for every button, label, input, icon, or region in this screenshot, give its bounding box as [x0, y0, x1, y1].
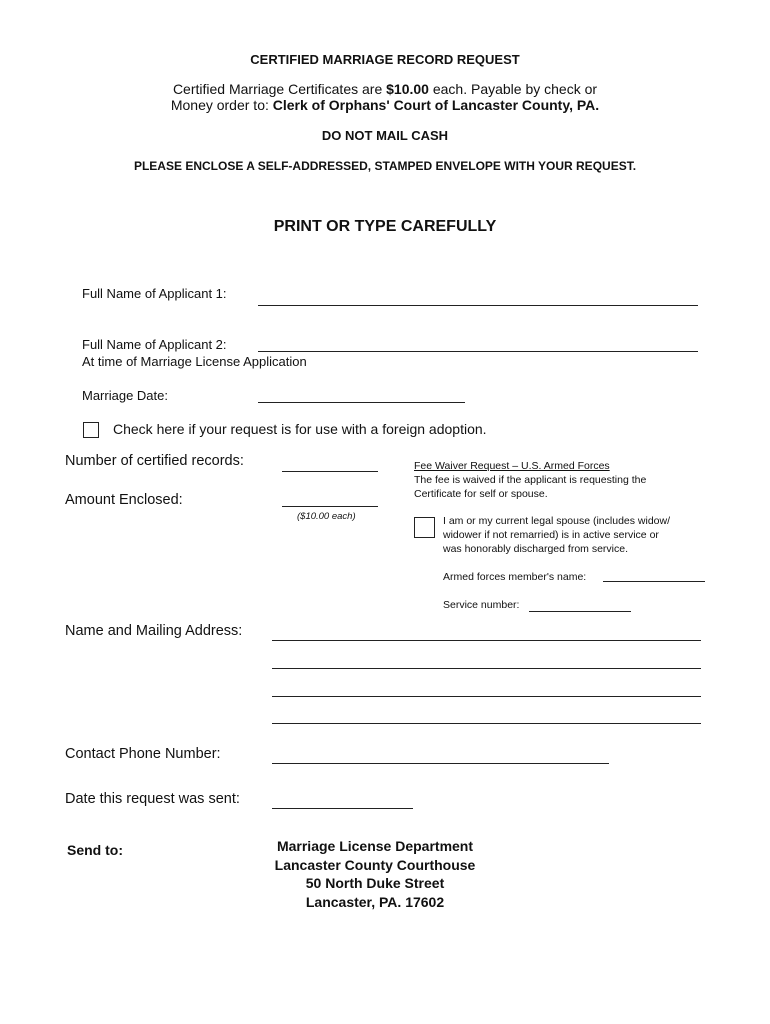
applicant1-field[interactable] [258, 305, 698, 306]
applicant1-label: Full Name of Applicant 1: [82, 286, 227, 301]
address-line-4[interactable] [272, 723, 701, 724]
address-label: Name and Mailing Address: [65, 623, 243, 639]
address-line-2[interactable] [272, 668, 701, 669]
address-line-1[interactable] [272, 640, 701, 641]
armed-forces-line-2: widower if not remarried) is in active service or [443, 529, 659, 541]
phone-field[interactable] [272, 763, 609, 764]
fee-waiver-desc-2: Certificate for self or spouse. [414, 488, 548, 500]
member-name-field[interactable] [603, 581, 705, 582]
armed-forces-line-3: was honorably discharged from service. [443, 543, 629, 555]
applicant2-sublabel: At time of Marriage License Application [82, 354, 307, 369]
marriage-date-label: Marriage Date: [82, 388, 168, 403]
date-sent-field[interactable] [272, 808, 413, 809]
num-records-label: Number of certified records: [65, 453, 244, 469]
send-to-line-1: Marriage License Department [276, 838, 474, 854]
send-to-line-4: Lancaster, PA. 17602 [305, 893, 445, 910]
form-title: CERTIFIED MARRIAGE RECORD REQUEST [250, 52, 520, 67]
marriage-date-field[interactable] [258, 402, 465, 403]
fee-line-2-pre: Money order to: [170, 97, 273, 113]
service-number-field[interactable] [529, 611, 631, 612]
fee-amount: $10.00 [386, 81, 429, 97]
address-line-3[interactable] [272, 696, 701, 697]
member-name-label: Armed forces member's name: [443, 571, 587, 583]
fee-line-1-pre: Certified Marriage Certificates are [172, 81, 387, 97]
service-number-label: Service number: [443, 599, 520, 611]
fee-line-2 [0, 97, 770, 113]
mailing-address-block [228, 837, 522, 911]
armed-forces-checkbox[interactable] [414, 517, 435, 538]
foreign-adoption-checkbox[interactable] [83, 422, 99, 438]
applicant2-field[interactable] [258, 351, 698, 352]
fee-waiver-heading: Fee Waiver Request – U.S. Armed Forces [414, 460, 610, 472]
send-to-line-2: Lancaster County Courthouse [274, 856, 476, 873]
fee-line-1-post: each. Payable by check or [428, 81, 598, 97]
date-sent-label: Date this request was sent: [65, 791, 240, 807]
num-records-field[interactable] [282, 471, 378, 472]
envelope-notice: PLEASE ENCLOSE A SELF-ADDRESSED, STAMPED ENVELOPE WITH YOUR REQUEST. [133, 159, 637, 173]
send-to-line-3: 50 North Duke Street [305, 875, 445, 891]
armed-forces-line-1: I am or my current legal spouse (includes widow/ [443, 515, 671, 527]
amount-note: ($10.00 each) [297, 511, 356, 522]
applicant2-label: Full Name of Applicant 2: [82, 337, 227, 352]
fee-line-1 [0, 81, 770, 97]
payee-name: Clerk of Orphans' Court of Lancaster County, PA. [272, 97, 600, 113]
amount-label: Amount Enclosed: [65, 492, 183, 508]
phone-label: Contact Phone Number: [65, 746, 221, 762]
amount-field[interactable] [282, 506, 378, 507]
no-cash-notice: DO NOT MAIL CASH [321, 128, 449, 143]
foreign-adoption-label: Check here if your request is for use with a foreign adoption. [113, 421, 487, 437]
send-to-label: Send to: [67, 842, 123, 858]
fee-waiver-desc-1: The fee is waived if the applicant is requesting the [414, 474, 647, 486]
print-instructions: PRINT OR TYPE CAREFULLY [273, 218, 497, 235]
